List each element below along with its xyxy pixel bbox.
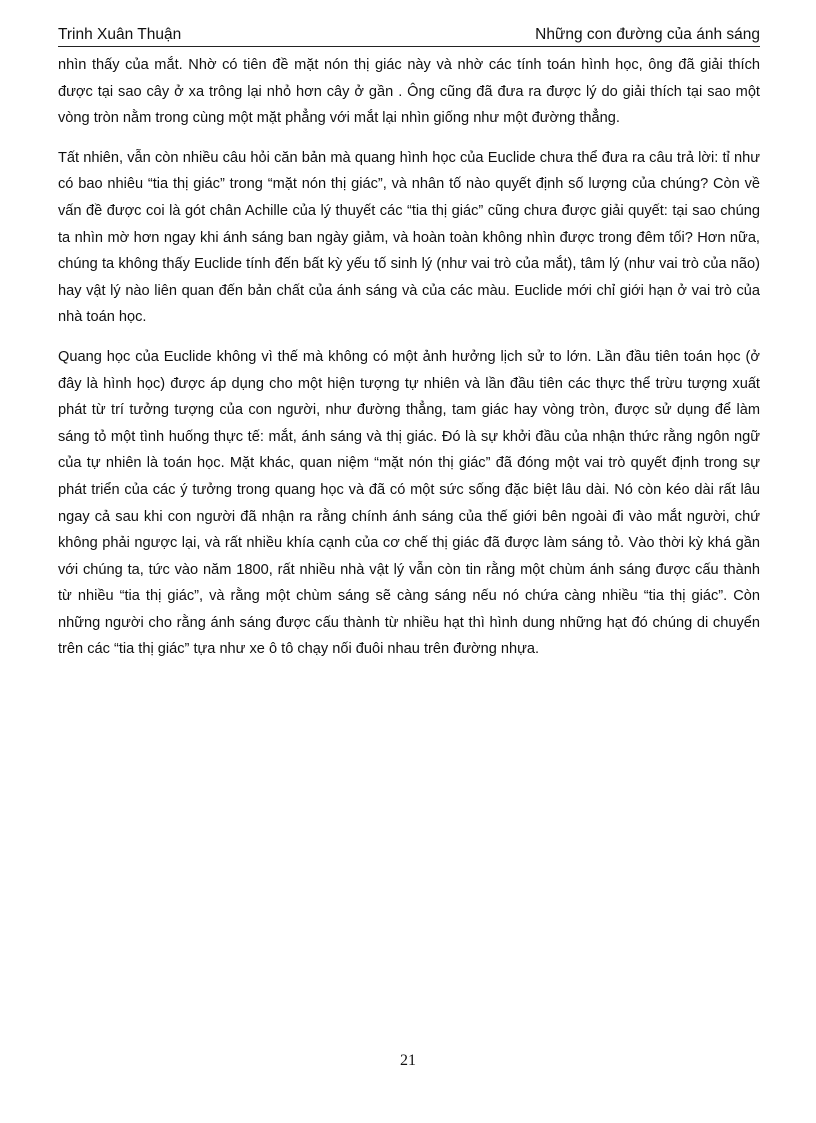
paragraph-3: Quang học của Euclide không vì thế mà không có một ảnh hưởng lịch sử to lớn. Lần đầu tiên toán học (ở đây là hình học) được áp dụng cho một hiện tượng tự nhiên và lần đầu tiên các thực thể trừu tượng xuất phát từ trí tưởng tượng của con người, như đường thẳng, tam giác hay vòng tròn, được sử dụng để làm sáng tỏ một tình huống thực tế: mắt, ánh sáng và thị giác. Đó là sự khởi đầu của nhận thức rằng ngôn ngữ của tự nhiên là toán học. Mặt khác, quan niệm “mặt nón thị giác” đã đóng một vai trò quyết định trong sự phát triển của các ý tưởng trong quang học và đã có một sức sống đặc biệt lâu dài. Nó còn kéo dài rất lâu ngay cả sau khi con người đã nhận ra rằng chính ánh sáng của thế giới bên ngoài đi vào mắt người, chứ không phải ngược lại, và rất nhiều khía cạnh của cơ chế thị giác đã được làm sáng tỏ. Vào thời kỳ khá gần với chúng ta, tức vào năm 1800, rất nhiều nhà vật lý vẫn còn tin rằng một chùm ánh sáng được cấu thành từ nhiều “tia thị giác”, và rằng một chùm sáng sẽ càng sáng nếu nó chứa càng nhiều “tia thị giác”. Còn những người cho rằng ánh sáng được cấu thành từ nhiều hạt thì hình dung những hạt đó chúng di chuyển trên các “tia thị giác” tựa như xe ô tô chạy nối đuôi nhau trên đường nhựa. xyxy=(58,348,760,658)
header-author: Trinh Xuân Thuận xyxy=(58,26,182,43)
paragraph-2: Tất nhiên, vẫn còn nhiều câu hỏi căn bản mà quang hình học của Euclide chưa thể đưa ra câu trả lời: tỉ như có bao nhiêu “tia thị giác” trong “mặt nón thị giác”, và nhân tố nào quyết định số lượng của chúng? Còn về vấn đề được coi là gót chân Achille của lý thuyết các “tia thị giác” cũng chưa được giải quyết: tại sao chúng ta nhìn mờ hơn ngay khi ánh sáng ban ngày giảm, và hoàn toàn không nhìn được trong đêm tối? Hơn nữa, chúng ta không thấy Euclide tính đến bất kỳ yếu tố sinh lý (như vai trò của mắt), tâm lý (như vai trò của não) hay vật lý nào liên quan đến bản chất của ánh sáng và của các màu. Euclide mới chỉ giới hạn ở vai trò của nhà toán học. xyxy=(58,149,760,326)
page-body xyxy=(58,52,760,676)
page-header xyxy=(58,24,760,47)
page-number: 21 xyxy=(400,1052,416,1069)
paragraph-1: nhìn thấy của mắt. Nhờ có tiên đề mặt nón thị giác này và nhờ các tính toán hình học, ông đã giải thích được tại sao cây ở xa trông lại nhỏ hơn cây ở gần . Ông cũng đã đưa ra được lý do giải thích tại sao một vòng tròn nằm trong cùng một mặt phẳng với mắt lại nhìn giống như một đường thẳng. xyxy=(58,57,760,127)
header-book-title: Những con đường của ánh sáng xyxy=(535,26,760,43)
